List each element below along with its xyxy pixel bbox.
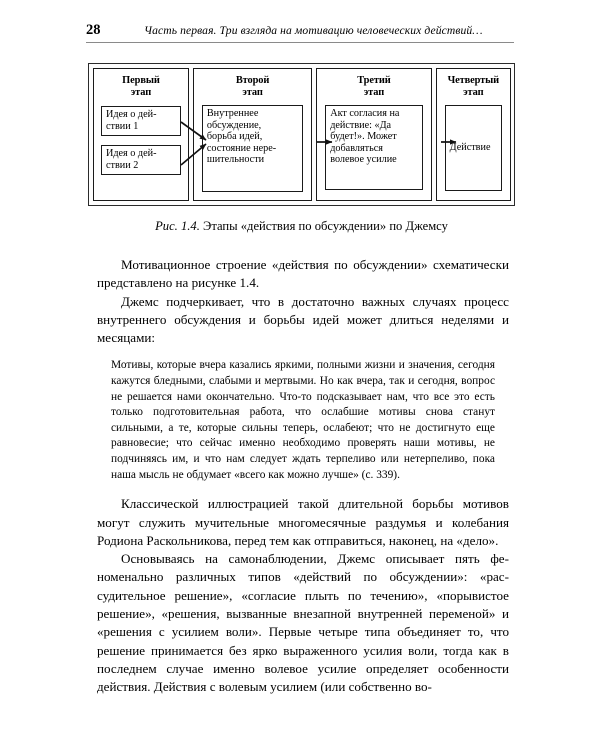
idea-box-2-line1: Идея о дей-	[106, 148, 157, 159]
figure-caption-text: Этапы «действия по обсуждении» по Джемсу	[199, 219, 448, 233]
stage-title-fourth	[437, 69, 510, 98]
paragraph-2: Джемс подчеркивает, что в достаточно важных случаях процесс внутреннего обсуждения и борьбы идей может длиться неделями и месяцами:	[97, 293, 509, 346]
action-box	[445, 105, 502, 191]
deliberation-box	[202, 105, 303, 192]
idea-box-1	[101, 106, 181, 136]
figure-caption-number: Рис. 1.4.	[155, 219, 200, 233]
stage-title-third	[317, 69, 430, 98]
paragraph-1: Мотивационное строение «действия по обсуждении» схематически представлено на рисунке 1.4.	[97, 257, 509, 291]
consent-box	[325, 105, 422, 190]
stage-title-second-line2: этап	[242, 86, 263, 98]
block-quote	[97, 358, 495, 483]
paragraph-3: Классической иллюстрацией такой длительной борьбы мотивов могут служить мучительные многомесячные раздумья и колебания Родиона Раскольникова, перед тем как отправиться, наконец, на «дело».	[97, 496, 509, 548]
idea-box-1-line2: ствии 1	[106, 120, 139, 132]
page-number: 28	[86, 22, 101, 38]
stage-title-first-line2: этап	[130, 86, 152, 98]
consent-line4: добавляться	[330, 142, 383, 154]
stage-box-third	[316, 68, 431, 201]
deliberation-line5: шительности	[206, 154, 265, 166]
consent-line2: действие: «Да	[330, 119, 392, 131]
idea-box-group	[101, 106, 181, 175]
figure-1-4	[88, 63, 515, 206]
deliberation-line1: Внутреннее	[206, 108, 259, 119]
consent-line3: будет!». Может	[330, 131, 397, 143]
block-quote-text: Мотивы, которые вчера казались яркими, полными жизни и значения, сегодня кажутся бледными, слабыми и мертвыми. Но как вчера, так и сегодня, вопрос не решается нами окончательно. Что-то подсказывает нам, что все это есть только подготовительная работа, что ослабшие мотивы снова станут сильными, а те, которые сильны теперь, ослабеют; что не достигнуто еще равновесие; что сейчас именно необходимо проверять наши мотивы, не подчиняясь им, и что нам следует ждать терпеливо или нетерпеливо, пока наша мысль не обдумает «всего как можно лучше» (с. 339).	[111, 359, 495, 481]
paragraph-4: Основываясь на самонаблюдении, Джемс описывает пять феноменально различных типов «действий по обсуждении»: «рассудительное решение», «согласие плыть по течению», «порывистое решение», «решения, вызванные внезапной внутренней переменой» и «решения с усилием воли». Первые четыре типа объединяет то, что решение принимается без ярко выраженного усилия воли, тогда как в последнем случае именно волевое усилие определяет особенности действия. Действия с волевым усилием (или собственно во-	[97, 551, 509, 695]
stage-title-fourth-line2: этап	[463, 86, 484, 98]
body-text-column	[97, 256, 509, 697]
stage-title-third-line2: этап	[363, 86, 385, 98]
stage-box-second	[193, 68, 312, 201]
figure-caption	[88, 219, 515, 234]
deliberation-line2: обсуждение,	[206, 119, 262, 131]
idea-box-1-line1: Идея о дей-	[106, 109, 157, 120]
consent-line1: Акт согласия на	[330, 108, 400, 119]
stage-title-second	[194, 69, 311, 98]
stage-title-second-line1: Второй	[235, 75, 270, 86]
stage-title-third-line1: Третий	[357, 75, 391, 86]
deliberation-line4: состояние нере-	[206, 142, 277, 154]
idea-box-2-line2: ствии 2	[106, 159, 139, 171]
figure-stages-row	[93, 68, 511, 201]
running-title: Часть первая. Три взгляда на мотивацию человеческих действий…	[144, 24, 483, 37]
stage-box-fourth	[436, 68, 511, 201]
idea-box-2	[101, 145, 181, 175]
stage-title-fourth-line1: Четвертый	[447, 75, 500, 86]
deliberation-line3: борьба идей,	[206, 131, 263, 143]
stage-title-first-line1: Первый	[122, 75, 160, 86]
action-label: Действие	[449, 142, 491, 154]
running-header	[86, 22, 514, 43]
consent-line5: волевое усилие	[330, 154, 397, 166]
stage-title-first	[94, 69, 188, 98]
stage-box-first	[93, 68, 189, 201]
